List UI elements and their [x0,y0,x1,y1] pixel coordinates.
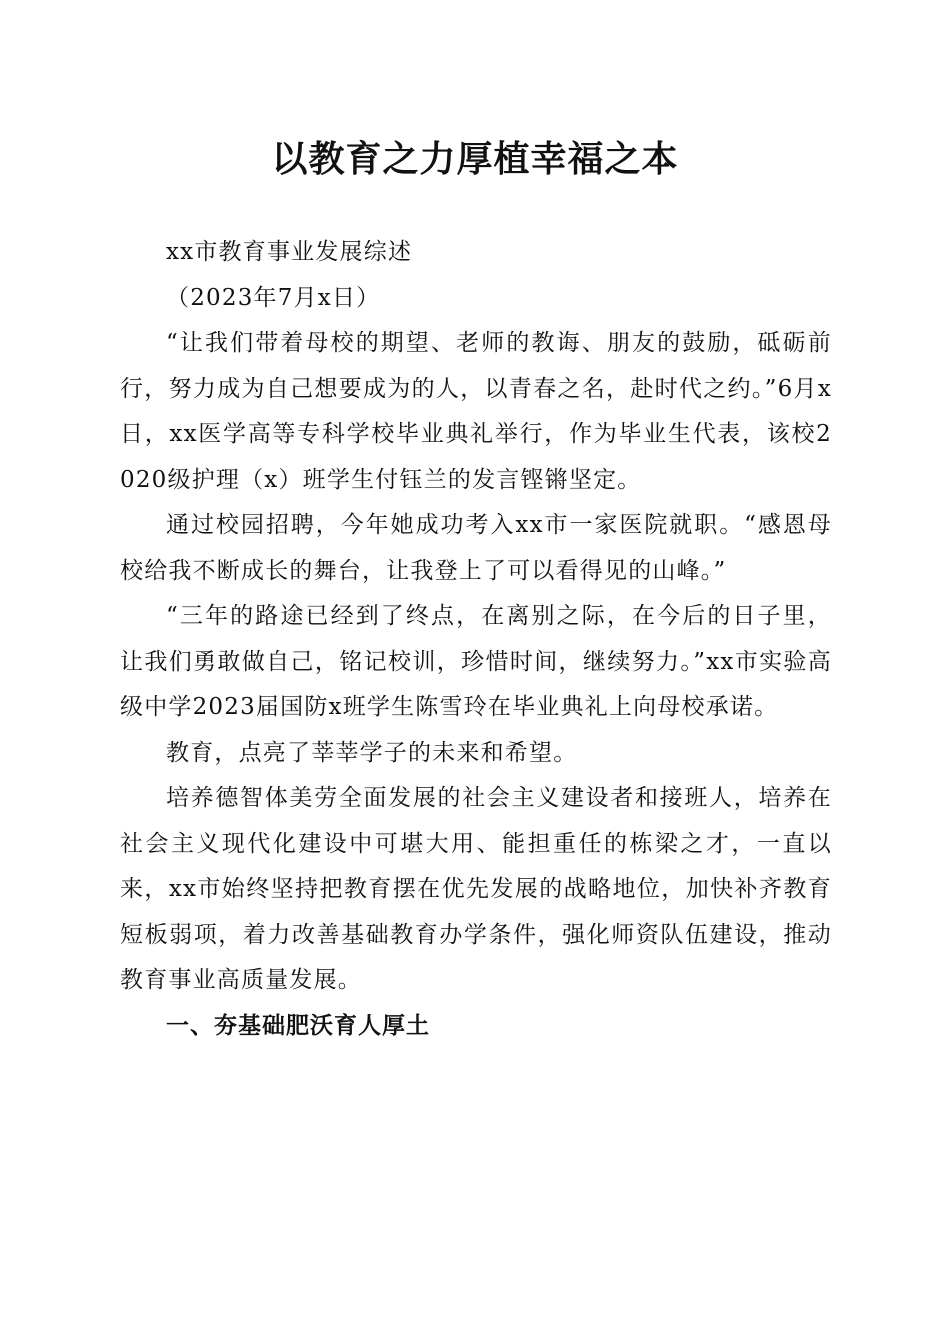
section-heading: 一、夯基础肥沃育人厚土 [166,1012,430,1039]
paragraph-3: “三年的路途已经到了终点，在离别之际，在今后的日子里，让我们勇敢做自己，铭记校训，珍惜时间，继续努力。”xx市实验高级中学2023届国防x班学生陈雪玲在毕业典礼上向母校承诺。 [120,603,832,720]
paragraph-5: 培养德智体美劳全面发展的社会主义建设者和接班人，培养在社会主义现代化建设中可堪大用、能担重任的栋梁之才，一直以来，xx市始终坚持把教育摆在优先发展的战略地位，加快补齐教育短板弱项，着力改善基础教育办学条件，强化师资队伍建设，推动教育事业高质量发展。 [120,785,832,993]
paragraph-4: 教育，点亮了莘莘学子的未来和希望。 [166,739,578,766]
document-body [120,230,832,1049]
paragraph-1: “让我们带着母校的期望、老师的教诲、朋友的鼓励，砥砺前行，努力成为自己想要成为的人，以青春之名，赴时代之约。”6月x日，xx医学高等专科学校毕业典礼举行，作为毕业生代表，该校2020级护理（x）班学生付钰兰的发言铿锵坚定。 [120,330,832,493]
document-title: 以教育之力厚植幸福之本 [271,138,679,180]
paragraph-2: 通过校园招聘，今年她成功考入xx市一家医院就职。“感恩母校给我不断成长的舞台，让我登上了可以看得见的山峰。” [120,512,832,584]
date-line: （2023年7月x日） [166,284,381,311]
subtitle: xx市教育事业发展综述 [166,239,413,265]
